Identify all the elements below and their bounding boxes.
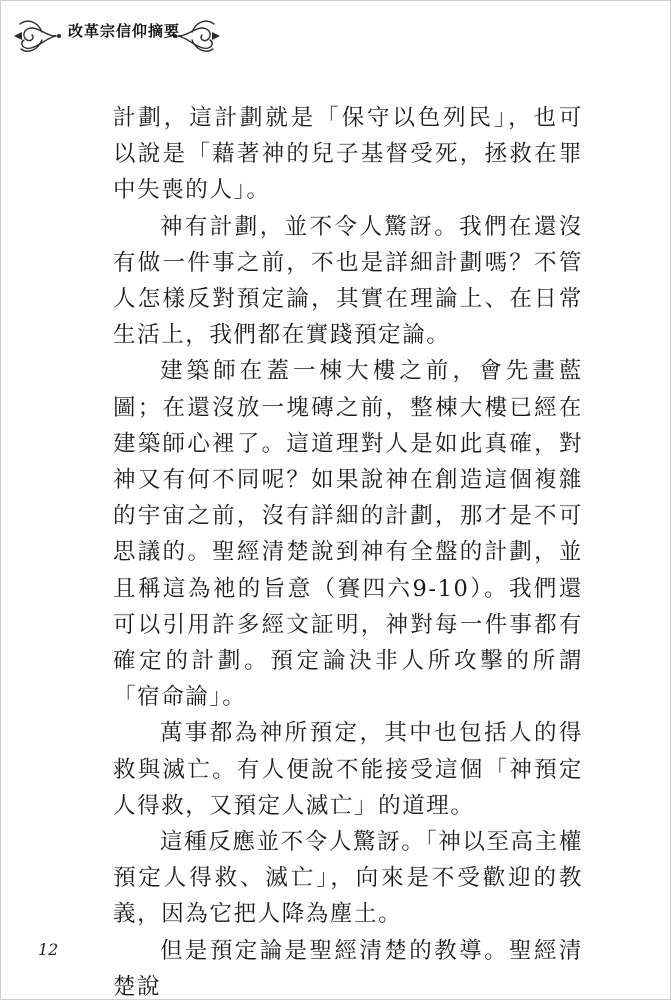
paragraph: 但是預定論是聖經清楚的教導。聖經清楚說 [113, 937, 583, 1000]
page-number: 12 [38, 940, 59, 959]
paragraph: 建築師在蓋一棟大樓之前，會先畫藍圖；在還沒放一塊磚之前，整棟大樓已經在建築師心裡了。這道理對人是如此真確，對神又有何不同呢？如果說神在創造這個複雜的宇宙之前，沒有詳細的計劃，那才是不可思議的。聖經清楚說到神有全盤的計劃，並且稱這為祂的旨意（賽四六9-10）。我們還可以引用許多經文証明，神對每一件事都有確定的計劃。預定論決非人所攻擊的所謂「宿命論」。 [113, 358, 583, 711]
body-text [113, 100, 583, 1005]
paragraph: 萬事都為神所預定，其中也包括人的得救與滅亡。有人便說不能接受這個「神預定人得救，又預定人滅亡」的道理。 [113, 720, 583, 819]
paragraph: 計劃，這計劃就是「保守以色列民」，也可以說是「藉著神的兒子基督受死，拯救在罪中失喪的人」。 [113, 105, 583, 204]
running-header [12, 6, 222, 62]
running-header-title: 改革宗信仰摘要 [68, 22, 181, 40]
paragraph: 神有計劃，並不令人驚訝。我們在還沒有做一件事之前，不也是詳細計劃嗎？不管人怎樣反對預定論，其實在理論上、在日常生活上，我們都在實踐預定論。 [113, 213, 583, 349]
paragraph: 這種反應並不令人驚訝。「神以至高主權預定人得救、滅亡」，向來是不受歡迎的教義，因為它把人降為塵土。 [113, 829, 583, 928]
